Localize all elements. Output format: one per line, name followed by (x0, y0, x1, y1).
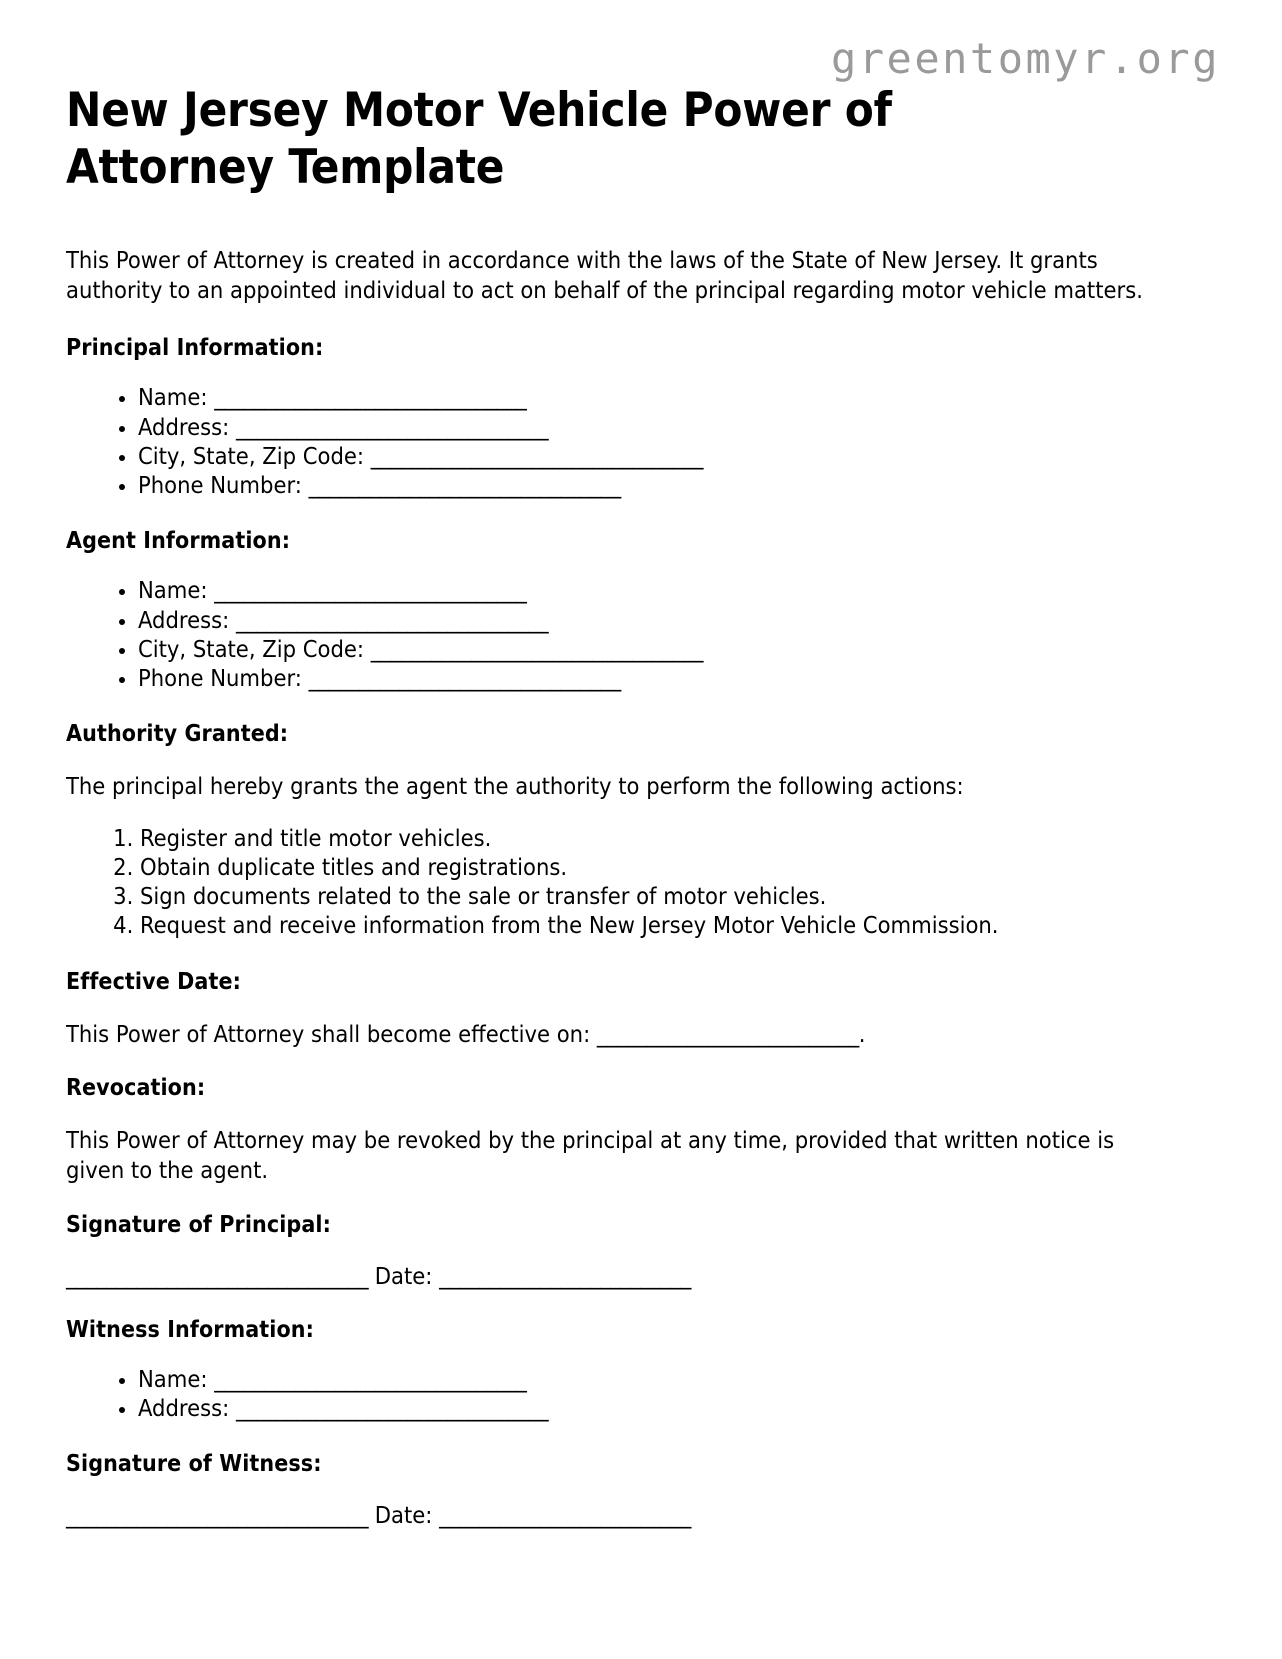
heading-effective-date: Effective Date: (66, 968, 241, 995)
list-item: 1. Register and title motor vehicles. (140, 824, 1222, 853)
list-item (138, 576, 1222, 605)
field-label: City, State, Zip Code: (138, 634, 365, 663)
effective-date-text: This Power of Attorney shall become effective on: (66, 1019, 597, 1048)
date-label: Date: (368, 1501, 440, 1530)
witness-date-blank[interactable]: _________________________ (439, 1501, 691, 1530)
field-label: City, State, Zip Code: (138, 441, 365, 470)
principal-date-blank[interactable]: _________________________ (439, 1261, 691, 1290)
field-label: Address: (138, 605, 230, 634)
list-item (138, 413, 1222, 442)
date-label: Date: (368, 1261, 440, 1290)
heading-principal-information: Principal Information: (66, 335, 324, 362)
field-blank[interactable]: _______________________________ (235, 412, 549, 441)
witness-field-list (66, 1365, 1222, 1424)
page-title: New Jersey Motor Vehicle Power of Attorney Template (66, 83, 892, 196)
field-label: Name: (138, 1364, 208, 1393)
heading-signature-of-principal: Signature of Principal: (66, 1211, 331, 1238)
field-label: Name: (138, 383, 208, 412)
field-blank[interactable]: _______________________________ (214, 383, 527, 412)
heading-agent-information: Agent Information: (66, 528, 291, 555)
authority-items-list (66, 824, 1222, 941)
heading-authority-granted: Authority Granted: (66, 721, 289, 748)
list-item: 4. Request and receive information from the New Jersey Motor Vehicle Commission. (140, 911, 1222, 940)
field-label: Address: (138, 1394, 230, 1423)
effective-date-line (66, 1019, 1156, 1049)
revocation-paragraph: This Power of Attorney may be revoked by the principal at any time, provided that written notice is given to the agent. (66, 1125, 1115, 1185)
list-item (138, 635, 1222, 664)
field-blank[interactable]: _______________________________ (308, 471, 621, 500)
list-item (138, 383, 1222, 412)
field-blank[interactable]: _______________________________ (235, 605, 549, 634)
field-blank[interactable]: _______________________________ (214, 1364, 527, 1393)
field-label: Name: (138, 576, 208, 605)
list-item (138, 471, 1222, 500)
witness-signature-row (66, 1501, 1222, 1530)
heading-signature-of-witness: Signature of Witness: (66, 1451, 322, 1478)
field-blank[interactable]: _______________________________ (308, 664, 621, 693)
list-item (138, 1365, 1222, 1394)
witness-signature-blank[interactable]: ______________________________ (66, 1501, 369, 1530)
field-blank[interactable]: _______________________________ (214, 576, 527, 605)
field-blank[interactable]: _______________________________ (235, 1394, 549, 1423)
site-watermark: greentomyr.org (830, 34, 1220, 83)
field-label: Address: (138, 412, 230, 441)
field-label: Phone Number: (138, 664, 302, 693)
heading-witness-information: Witness Information: (66, 1316, 315, 1343)
field-blank[interactable]: _________________________________ (370, 634, 703, 663)
principal-field-list (66, 383, 1222, 500)
list-item (138, 606, 1222, 635)
principal-signature-blank[interactable]: ______________________________ (66, 1261, 369, 1290)
field-blank[interactable]: _________________________________ (370, 441, 703, 470)
list-item (138, 664, 1222, 693)
heading-revocation: Revocation: (66, 1074, 206, 1101)
authority-intro: The principal hereby grants the agent the authority to perform the following actions: (66, 772, 964, 801)
list-item (138, 442, 1222, 471)
intro-paragraph: This Power of Attorney is created in accordance with the laws of the State of New Jersey. It grants authority to an appointed individual to act on behalf of the principal regarding motor vehicle matters. (66, 245, 1143, 304)
agent-field-list (66, 576, 1222, 693)
effective-date-period: . (858, 1019, 866, 1048)
principal-signature-row (66, 1262, 1222, 1291)
effective-date-blank[interactable]: __________________________ (596, 1019, 859, 1048)
field-label: Phone Number: (138, 471, 302, 500)
list-item: 3. Sign documents related to the sale or transfer of motor vehicles. (140, 882, 1222, 911)
list-item (138, 1394, 1222, 1423)
list-item: 2. Obtain duplicate titles and registrations. (140, 853, 1222, 882)
